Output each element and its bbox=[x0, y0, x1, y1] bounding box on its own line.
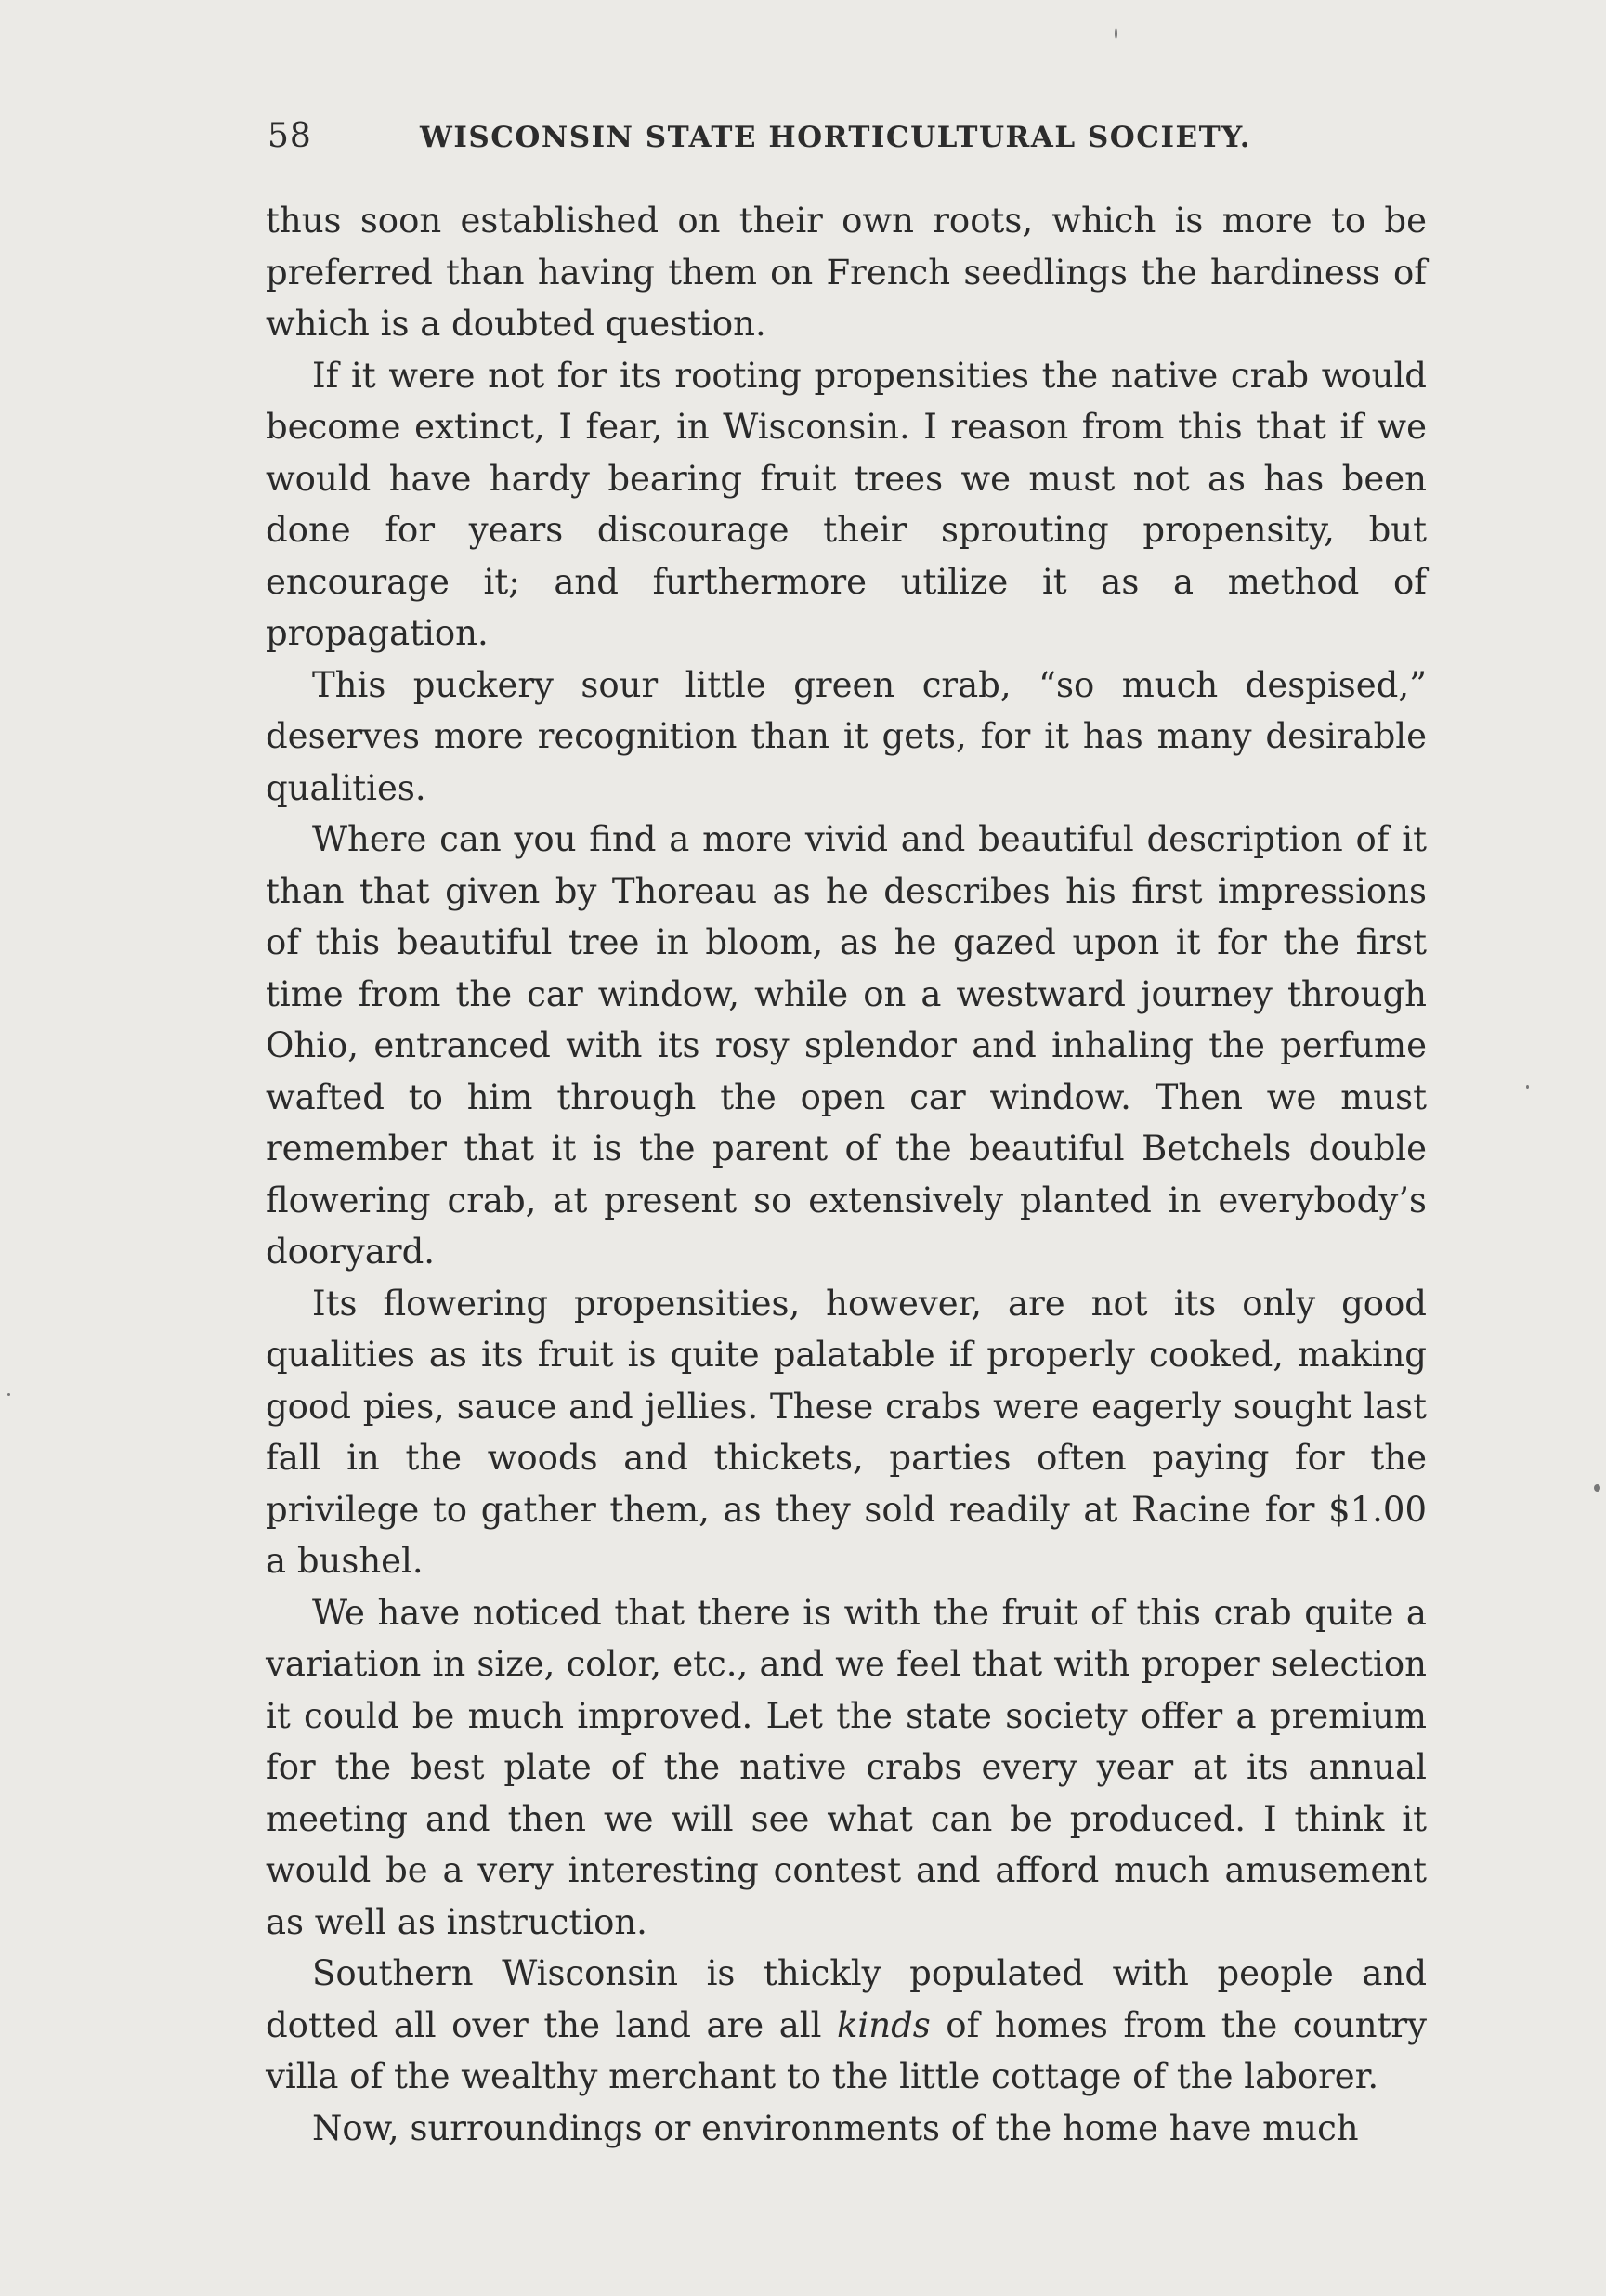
running-title: WISCONSIN STATE HORTICULTURAL SOCIETY. bbox=[420, 121, 1252, 154]
paragraph: This puckery sour little green crab, “so much despised,” deserves more recognition than it gets, for it has many desirable qualities. bbox=[266, 664, 1427, 808]
print-speck bbox=[1115, 28, 1117, 39]
paragraph-text: of homes from the country villa of the wealthy merchant to the little cottage of the laborer. bbox=[266, 2004, 1427, 2096]
print-speck bbox=[1526, 1085, 1529, 1089]
paragraph: We have noticed that there is with the fruit of this crab quite a variation in size, color, etc., and we feel that with proper selection it could be much improved. Let the state society offer a premium for the best plate of the native crabs every year at its annual meeting and then we will see what can be produced. I think it would be a very interesting contest and afford much amusement as well as instruction. bbox=[266, 1592, 1427, 1942]
paragraph-text: Southern Wisconsin is thickly populated with people and dotted all over the land are all bbox=[266, 1953, 1427, 2045]
paragraph-continued: thus soon established on their own roots, which is more to be preferred than having them on French seedlings the hardiness of which is a doubted question. bbox=[266, 201, 1427, 344]
paragraph: Now, surroundings or environments of the home have much bbox=[312, 2107, 1359, 2148]
print-speck bbox=[7, 1393, 10, 1396]
running-head bbox=[268, 110, 1427, 165]
print-speck bbox=[1594, 1484, 1600, 1492]
paragraph: If it were not for its rooting propensities the native crab would become extinct, I fear, in Wisconsin. I reason from this that if we would have hardy bearing fruit trees we must not as has been done for years discourage their sprouting propensity, but encourage it; and furthermore utilize it as a method of propagation. bbox=[266, 355, 1427, 653]
paragraph: Where can you find a more vivid and beautiful description of it than that given by Thoreau as he describes his first impressions of this beautiful tree in bloom, as he gazed upon it for the first time from the car window, while on a westward journey through Ohio, entranced with its rosy splendor and inhaling the perfume wafted to him through the open car window. Then we must remember that it is the parent of the beautiful Betchels double flowering crab, at present so extensively planted in everybody’s dooryard. bbox=[266, 819, 1427, 1272]
body-text bbox=[266, 195, 1427, 2154]
italic-word: kinds bbox=[836, 2004, 931, 2045]
paragraph: Its flowering propensities, however, are not its only good qualities as its fruit is quite palatable if properly cooked, making good pies, sauce and jellies. These crabs were eagerly sought last fall in the woods and thickets, parties often paying for the privilege to gather them, as they sold readily at Racine for $1.00 a bushel. bbox=[266, 1283, 1427, 1581]
paragraph bbox=[266, 1948, 1427, 2103]
page-number: 58 bbox=[268, 117, 312, 155]
